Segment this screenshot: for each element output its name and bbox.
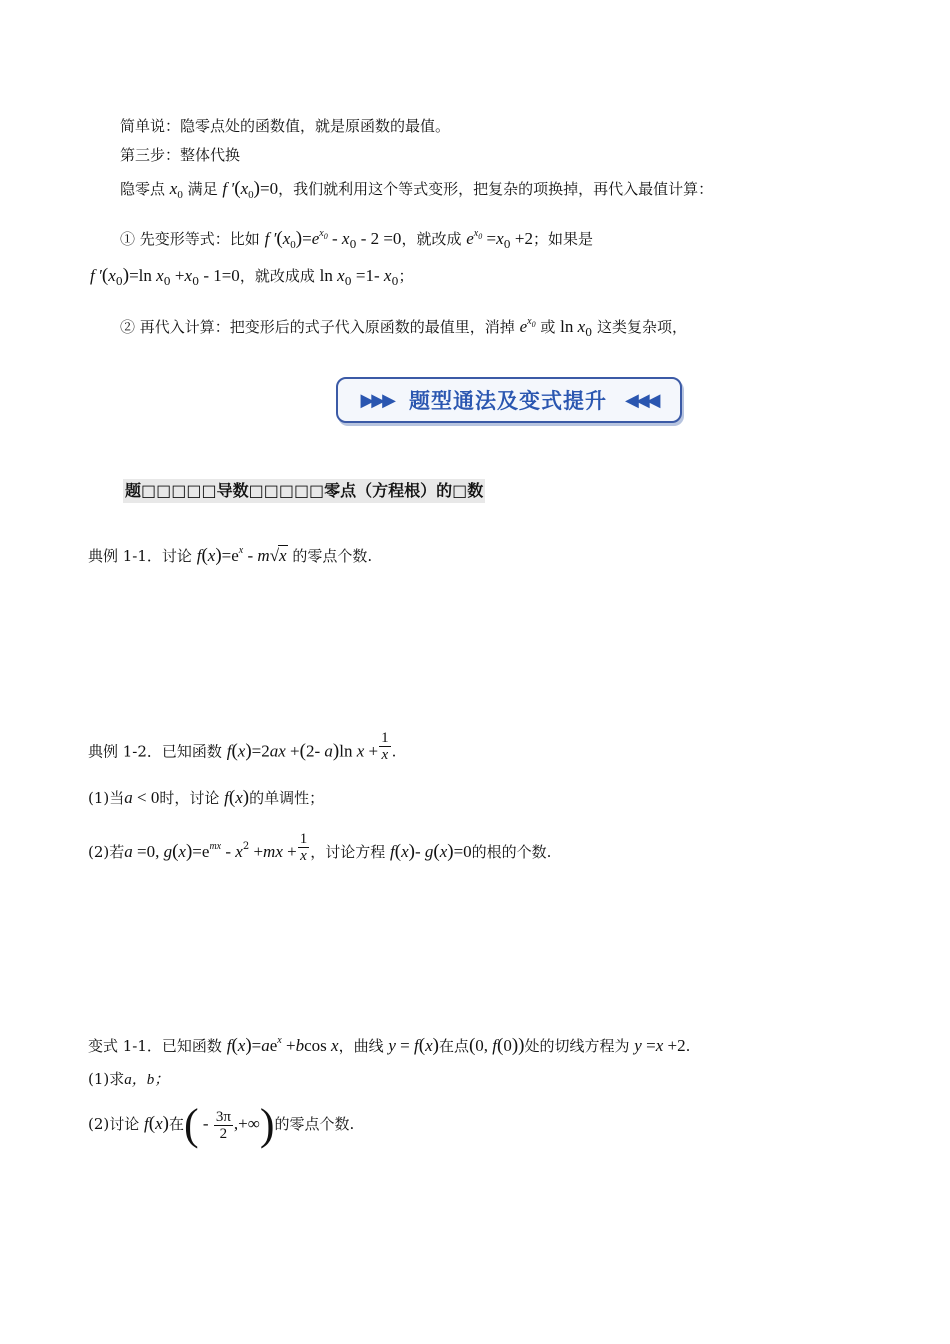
- section-heading: 题□□□□□导数□□□□□零点（方程根）的□数: [123, 479, 485, 503]
- intro-line-6: ② 再代入计算：把变形后的式子代入原函数的最值里，消掉 $e^{x_0}$ 或 $\ln x_0$ 这类复杂项，: [120, 316, 687, 339]
- banner-title: 题型通法及变式提升: [409, 389, 607, 413]
- example-1-2-part-1: (1)当a < 0时，讨论 f(x)的单调性；: [88, 787, 325, 808]
- intro-line-2: 第三步：整体代换: [120, 146, 241, 164]
- example-1-2: 典例 1-2．已知函数 f(x)=2ax +(2- a)ln x + $\frac{1}{x}$ .: [88, 730, 397, 763]
- intro-line-4: ① 先变形等式：比如 f $'(x_0)=e^{x_0} - x_0 - 2 =0$，就改成 $e^{x_0} =x_0 +2$；如果是: [120, 228, 593, 251]
- intro-line-5: f $'(x_0)=\ln$ $x_0 +x_0 - 1=0$，就改成成 $\ln x_0 =1-$ $x_0$；: [90, 265, 414, 288]
- section-banner: [336, 377, 682, 423]
- intro-line-3: 隐零点 $x_0$ 满足 f $'(x_0)=0$，我们就利用这个等式变形，把复杂的项换掉，再代入最值计算：: [120, 178, 714, 201]
- intro-line-1: 简单说：隐零点处的函数值，就是原函数的最值。: [120, 117, 451, 135]
- example-1-2-part-2: (2)若a =0, $g(x)=e^{mx} - x^2 +mx$ + $\frac{1}{x}$ ，讨论方程 f(x)- g(x)=0的根的个数.: [88, 830, 552, 864]
- variant-1-1-part-2: (2)讨论 f(x)在( - $\frac{3\pi}{2}$ ,+∞)的零点个数.: [88, 1100, 355, 1149]
- variant-1-1-part-1: (1)求a，b；: [88, 1070, 170, 1088]
- left-arrows-icon: ◀◀◀: [625, 389, 658, 411]
- variant-1-1: 变式 1-1．已知函数 $f(x)=ae^x +bcos$ x，曲线 y = f(x)在点(0, f(0))处的切线方程为 y =x +2.: [88, 1035, 691, 1056]
- right-arrows-icon: ▶▶▶: [360, 389, 393, 411]
- example-1-1: 典例 1-1．讨论 $f(x)=e^x - m√x$ 的零点个数.: [88, 545, 373, 566]
